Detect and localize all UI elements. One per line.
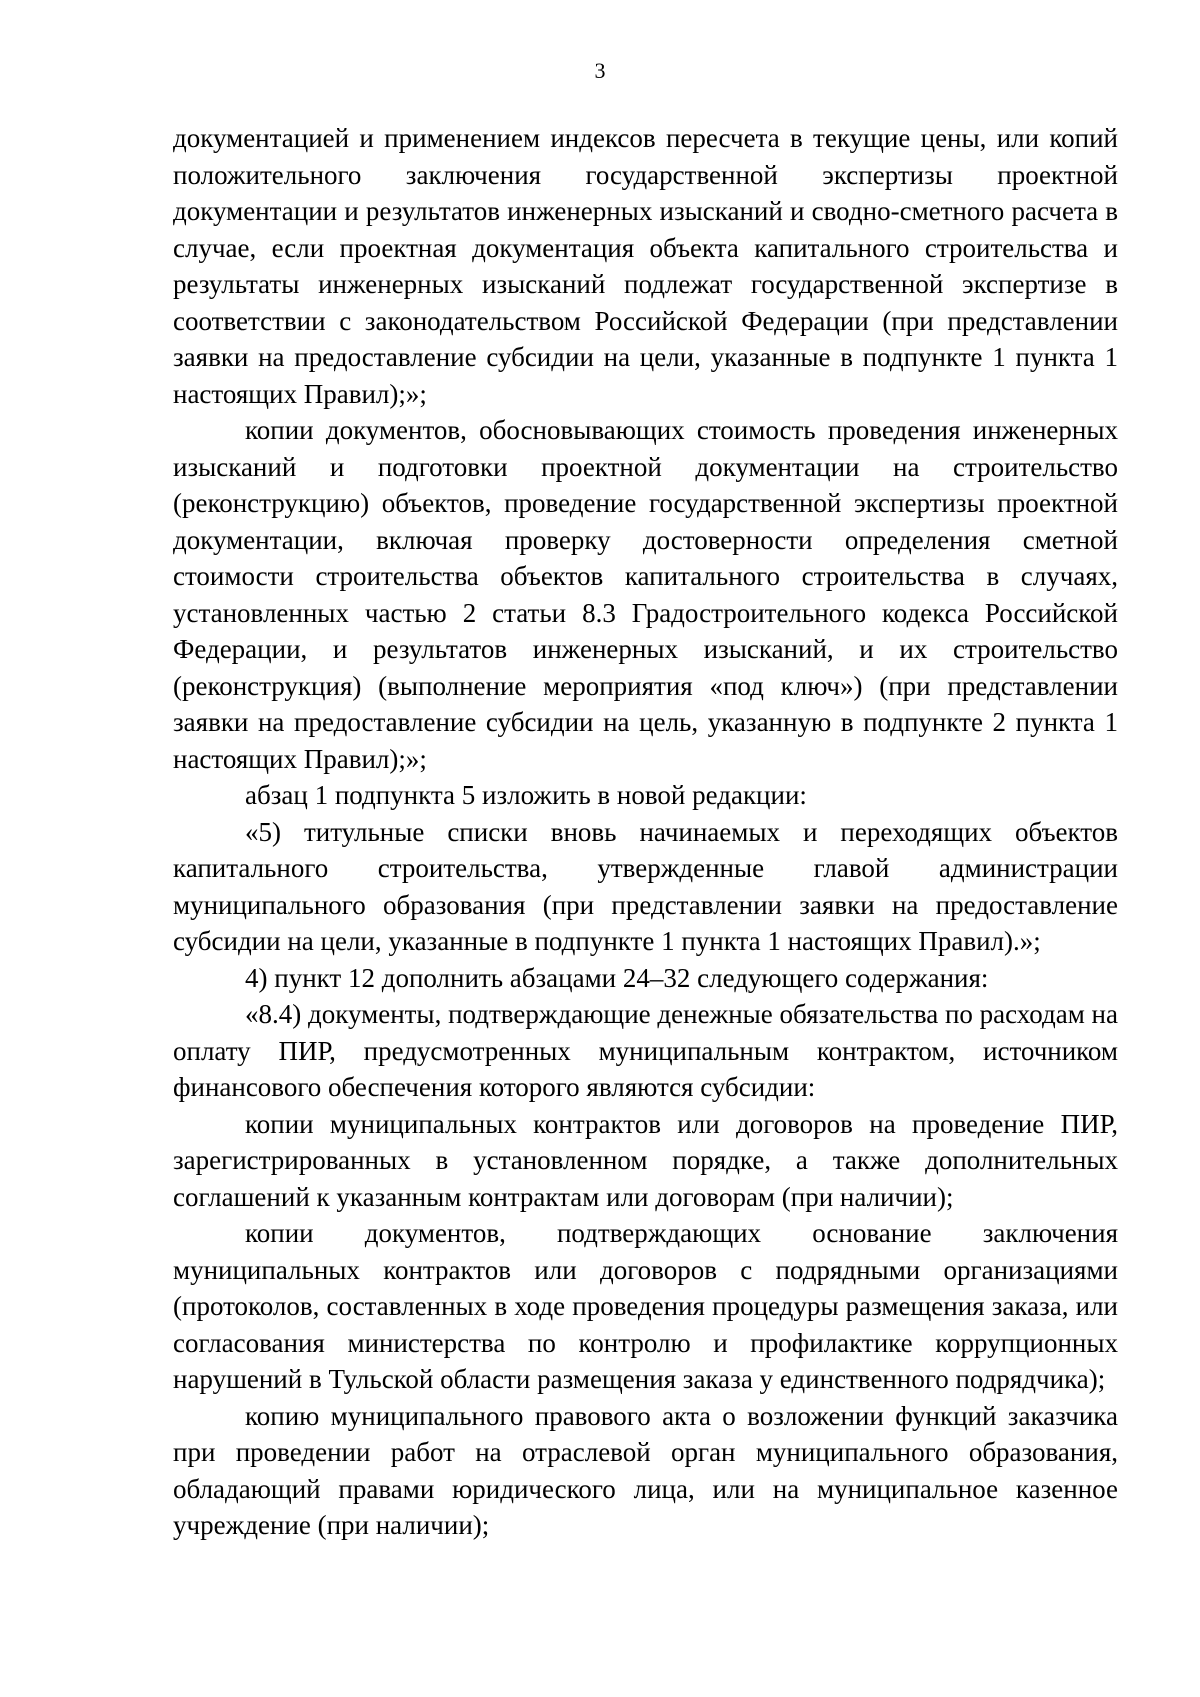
paragraph: «8.4) документы, подтверждающие денежные обязательства по расходам на оплату ПИР, предусмотренных муниципальным контрактом, источником финансового обеспечения которого являются субсидии: <box>173 999 1118 1102</box>
paragraph: «5) титульные списки вновь начинаемых и переходящих объектов капитального строительства, утвержденные главой администрации муниципального образования (при представлении заявки на предоставление субсидии на цели, указанные в подпункте 1 пункта 1 настоящих Правил).»; <box>173 816 1118 956</box>
paragraph: абзац 1 подпункта 5 изложить в новой редакции: <box>245 780 807 810</box>
paragraph-continuation: документацией и применением индексов пересчета в текущие цены, или копий положительного заключения государственной экспертизы проектной документации и результатов инженерных изысканий и сводно-сметного расчета в случае, если проектная документация объекта капитального строительства и результаты инженерных изысканий подлежат государственной экспертизе в соответствии с законодательством Российской Федерации (при представлении заявки на предоставление субсидии на цели, указанные в подпункте 1 пункта 1 настоящих Правил);»; <box>173 123 1118 409</box>
page-number: 3 <box>594 58 606 83</box>
paragraph: копии документов, подтверждающих основание заключения муниципальных контрактов или договоров с подрядными организациями (протоколов, составленных в ходе проведения процедуры размещения заказа, или согласования министерства по контролю и профилактике коррупционных нарушений в Тульской области размещения заказа у единственного подрядчика); <box>173 1218 1118 1394</box>
paragraph: 4) пункт 12 дополнить абзацами 24–32 следующего содержания: <box>245 962 989 993</box>
document-body <box>173 120 1118 1544</box>
paragraph: копии документов, обосновывающих стоимость проведения инженерных изысканий и подготовки проектной документации на строительство (реконструкцию) объектов, проведение государственной экспертизы проектной документации, включая проверку достоверности определения сметной стоимости строительства объектов капитального строительства в случаях, установленных частью 2 статьи 8.3 Градостроительного кодекса Российской Федерации, и результатов инженерных изысканий, и их строительство (реконструкция) (выполнение мероприятия «под ключ») (при представлении заявки на предоставление субсидии на цель, указанную в подпункте 2 пункта 1 настоящих Правил);»; <box>173 415 1118 774</box>
paragraph: копии муниципальных контрактов или договоров на проведение ПИР, зарегистрированных в установленном порядке, а также дополнительных соглашений к указанным контрактам или договорам (при наличии); <box>173 1108 1118 1212</box>
paragraph: копию муниципального правового акта о возложении функций заказчика при проведении работ на отраслевой орган муниципального образования, обладающий правами юридического лица, или на муниципальное казенное учреждение (при наличии); <box>173 1400 1118 1540</box>
